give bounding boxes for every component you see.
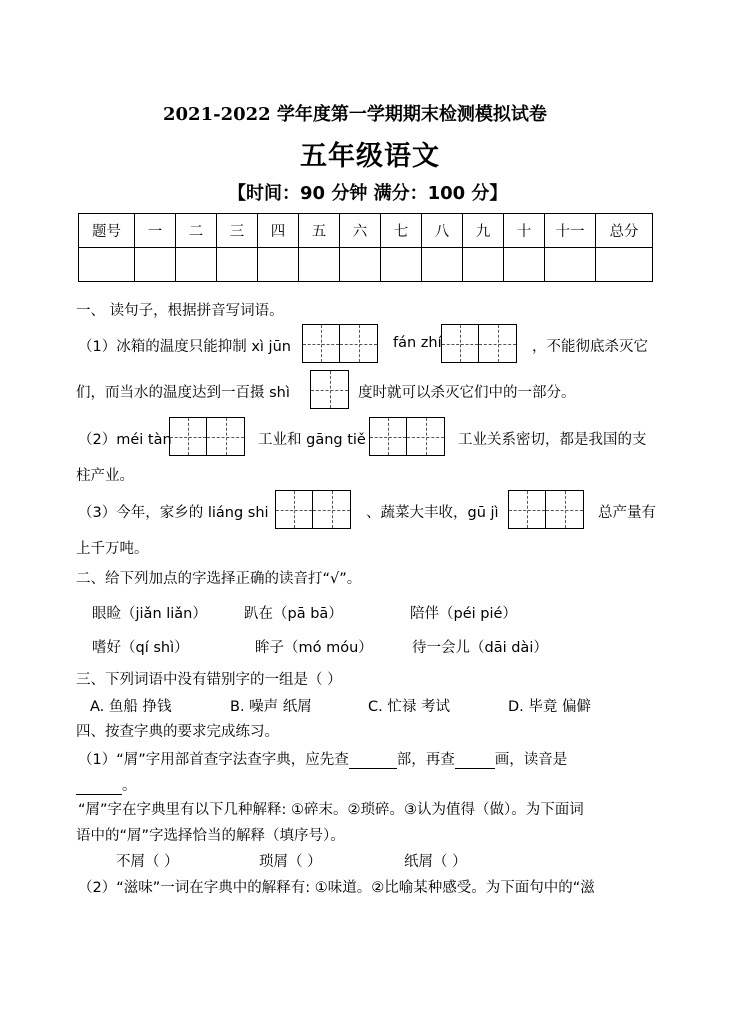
writing-cell[interactable] (370, 418, 407, 455)
q1-s1-text-d: 们，而当水的温度达到一百摄 shì (76, 385, 290, 401)
score-table-header-row (79, 214, 653, 248)
q2-item[interactable]: 眸子（mó móu） (255, 640, 373, 656)
score-header-cell: 九 (463, 214, 504, 248)
q3-option-d[interactable]: D. 毕竟 偏僻 (508, 699, 591, 715)
q1-s1-text-b: fán zhí (393, 335, 442, 351)
score-table-blank-row (79, 248, 653, 282)
score-header-cell: 五 (299, 214, 340, 248)
q4-p2: “屑”字在字典里有以下几种解释: ①碎末。②琐碎。③认为值得（做）。为下面词 (78, 802, 584, 818)
q4-p1-text-b: 部，再查 (396, 752, 455, 768)
score-header-cell: 二 (176, 214, 217, 248)
score-blank-cell (79, 248, 135, 282)
score-blank-cell (217, 248, 258, 282)
q1-s3-text-a: （3）今年，家乡的 liáng shi (78, 505, 269, 521)
q4-p1-text-a: （1）“屑”字用部首查字法查字典，应先查 (78, 752, 349, 768)
score-blank-cell (422, 248, 463, 282)
writing-cell[interactable] (442, 325, 479, 362)
pinyin-grid-fanzhi (441, 324, 517, 363)
q4-p4: （2）“滋味”一词在字典中的解释有: ①味道。②比喻某种感受。为下面句中的“滋 (78, 880, 595, 896)
answer-blank[interactable] (455, 752, 495, 769)
q2-item[interactable]: 嗜好（qí shì） (92, 640, 189, 656)
score-blank-cell (176, 248, 217, 282)
q1-heading: 一、 读句子，根据拼音写词语。 (76, 303, 284, 319)
q4-blank-item[interactable]: 纸屑（ ） (404, 854, 467, 870)
q4-p3: 语中的“屑”字选择恰当的解释（填序号）。 (76, 828, 345, 844)
score-blank-cell (135, 248, 176, 282)
writing-cell[interactable] (311, 371, 348, 408)
q1-s3-text-b: 、蔬菜大丰收，gū jì (366, 505, 499, 521)
subject-title: 五年级语文 (300, 141, 440, 172)
q1-s3-text-c: 总产量有 (598, 505, 656, 521)
score-blank-cell (463, 248, 504, 282)
q3-heading: 三、下列词语中没有错别字的一组是（ ） (76, 672, 342, 688)
q2-item[interactable]: 眼睑（jiǎn liǎn） (92, 606, 207, 622)
pinyin-grid-xijun (302, 324, 378, 363)
writing-cell[interactable] (313, 491, 350, 528)
q1-s1-text-e: 度时就可以杀灭它们中的一部分。 (358, 385, 576, 401)
q1-s1-text-c: ，不能彻底杀灭它 (532, 339, 648, 355)
writing-cell[interactable] (276, 491, 313, 528)
writing-cell[interactable] (407, 418, 444, 455)
q3-option-c[interactable]: C. 忙禄 考试 (368, 699, 450, 715)
pinyin-grid-liangshi (275, 490, 351, 529)
q2-heading: 二、给下列加点的字选择正确的读音打“√”。 (76, 571, 362, 587)
writing-cell[interactable] (207, 418, 244, 455)
q1-s2-text-a: （2）méi tàn (78, 432, 172, 448)
score-blank-cell (299, 248, 340, 282)
score-header-cell: 一 (135, 214, 176, 248)
q4-p1 (78, 748, 567, 769)
q1-s2-text-c: 工业关系密切，都是我国的支 (458, 432, 647, 448)
score-header-cell: 四 (258, 214, 299, 248)
q4-heading: 四、按查字典的要求完成练习。 (76, 724, 279, 740)
writing-cell[interactable] (546, 491, 583, 528)
pinyin-grid-meitan (169, 417, 245, 456)
score-header-cell: 总分 (596, 214, 653, 248)
q1-s2-text-b: 工业和 gāng tiě (258, 432, 366, 448)
score-header-cell: 六 (340, 214, 381, 248)
writing-cell[interactable] (170, 418, 207, 455)
score-header-cell: 七 (381, 214, 422, 248)
q4-p1-line2 (76, 774, 137, 795)
writing-cell[interactable] (303, 325, 340, 362)
score-header-cell: 十一 (545, 214, 596, 248)
q2-item[interactable]: 趴在（pā bā） (244, 606, 343, 622)
score-blank-cell (340, 248, 381, 282)
pinyin-grid-gangtie (369, 417, 445, 456)
pinyin-grid-guji (508, 490, 584, 529)
writing-cell[interactable] (479, 325, 516, 362)
q4-blank-item[interactable]: 不屑（ ） (116, 854, 179, 870)
score-table (78, 213, 653, 282)
score-header-cell: 三 (217, 214, 258, 248)
exam-title: 2021-2022 学年度第一学期期末检测模拟试卷 (163, 104, 547, 125)
answer-blank[interactable] (76, 778, 122, 795)
q4-p1-text-d: 。 (122, 778, 137, 794)
q1-s2-text-d: 柱产业。 (76, 468, 134, 484)
q1-s3-text-d: 上千万吨。 (76, 541, 149, 557)
writing-cell[interactable] (340, 325, 377, 362)
score-blank-cell (258, 248, 299, 282)
exam-meta: 【时间：90 分钟 满分：100 分】 (228, 183, 508, 204)
score-header-cell: 八 (422, 214, 463, 248)
q2-item[interactable]: 待一会儿（dāi dài） (412, 640, 548, 656)
writing-cell[interactable] (509, 491, 546, 528)
score-header-cell: 题号 (79, 214, 135, 248)
q1-s1-text-a: （1）冰箱的温度只能抑制 xì jūn (78, 339, 291, 355)
q2-item[interactable]: 陪伴（péi pié） (410, 606, 517, 622)
score-blank-cell (381, 248, 422, 282)
score-blank-cell (596, 248, 653, 282)
q4-blank-item[interactable]: 琐屑（ ） (259, 854, 322, 870)
answer-blank[interactable] (349, 752, 397, 769)
q3-option-b[interactable]: B. 噪声 纸屑 (230, 699, 312, 715)
score-blank-cell (504, 248, 545, 282)
q3-option-a[interactable]: A. 鱼船 挣钱 (90, 699, 172, 715)
pinyin-grid-shi (310, 370, 349, 409)
q4-p1-text-c: 画，读音是 (494, 752, 568, 768)
score-header-cell: 十 (504, 214, 545, 248)
score-blank-cell (545, 248, 596, 282)
